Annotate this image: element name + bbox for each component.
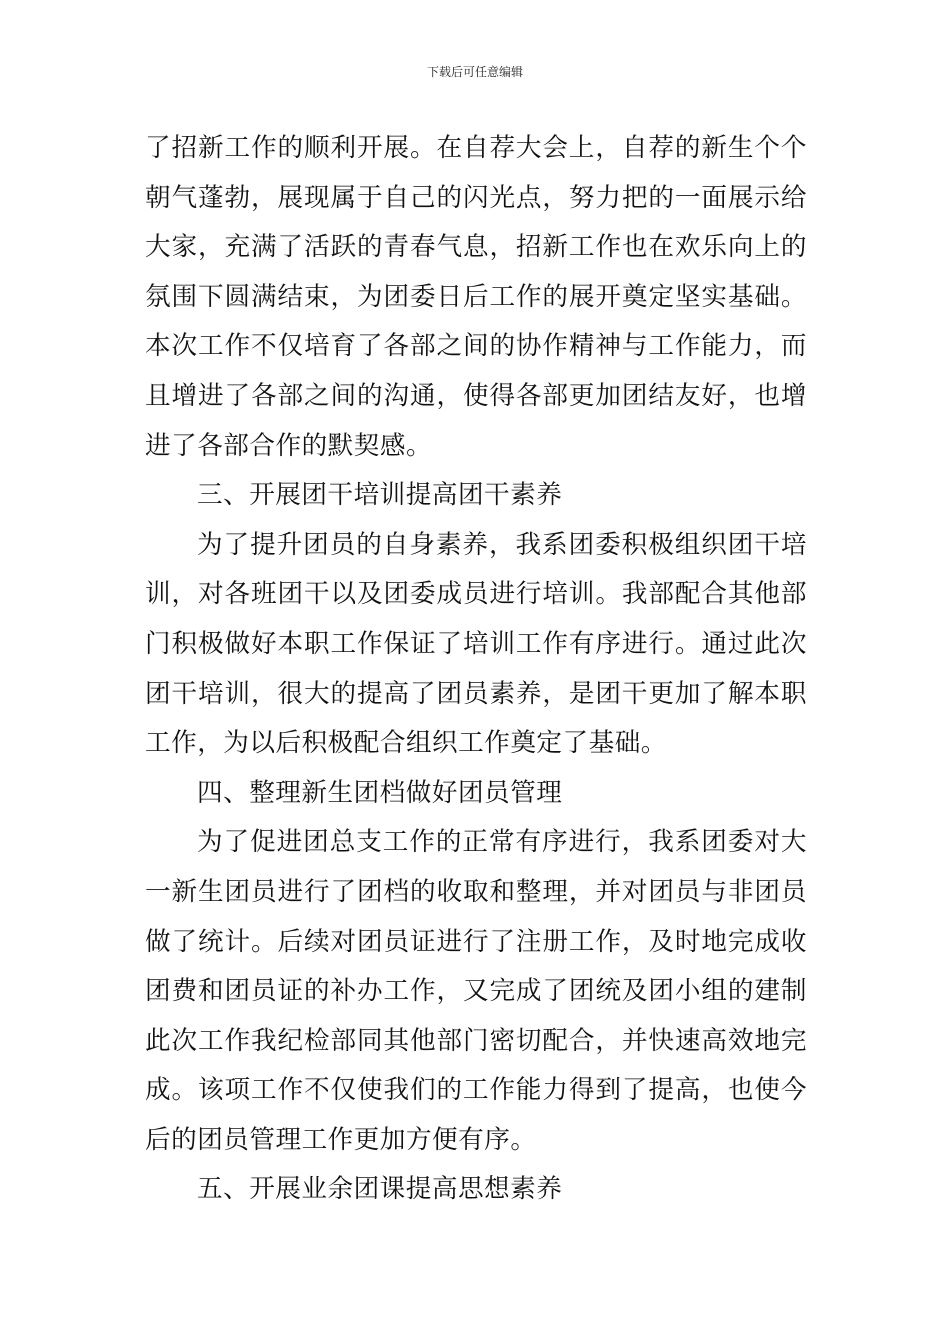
text-line: 为了提升团员的自身素养，我系团委积极组织团干培 (197, 529, 807, 560)
text-line: 团干培训，很大的提高了团员素养，是团干更加了解本职 (145, 678, 807, 709)
text-line: 后的团员管理工作更加方便有序。 (145, 1124, 537, 1155)
text-line: 工作，为以后积极配合组织工作奠定了基础。 (145, 728, 667, 759)
text-line: 门积极做好本职工作保证了培训工作有序进行。通过此次 (145, 628, 807, 659)
section-heading: 四、整理新生团档做好团员管理 (197, 777, 563, 808)
text-line: 朝气蓬勃，展现属于自己的闪光点，努力把的一面展示给 (145, 182, 807, 213)
text-line: 一新生团员进行了团档的收取和整理，并对团员与非团员 (145, 876, 807, 907)
text-line: 氛围下圆满结束，为团委日后工作的展开奠定坚实基础。 (145, 281, 807, 312)
text-line: 团费和团员证的补办工作，又完成了团统及团小组的建制 (145, 976, 807, 1007)
text-line: 为了促进团总支工作的正常有序进行，我系团委对大 (197, 827, 807, 858)
page-header: 下载后可任意编辑 (426, 65, 523, 79)
section-heading: 五、开展业余团课提高思想素养 (197, 1174, 563, 1205)
text-line: 了招新工作的顺利开展。在自荐大会上，自荐的新生个个 (145, 133, 807, 163)
text-line: 进了各部合作的默契感。 (145, 430, 433, 461)
text-line: 且增进了各部之间的沟通，使得各部更加团结友好，也增 (145, 380, 807, 411)
text-line: 训，对各班团干以及团委成员进行培训。我部配合其他部 (145, 579, 807, 610)
text-line: 大家，充满了活跃的青春气息，招新工作也在欢乐向上的 (145, 232, 807, 263)
text-line: 本次工作不仅培育了各部之间的协作精神与工作能力，而 (145, 331, 807, 362)
text-line: 做了统计。后续对团员证进行了注册工作，及时地完成收 (145, 926, 807, 957)
text-line: 成。该项工作不仅使我们的工作能力得到了提高，也使今 (145, 1075, 807, 1106)
section-heading: 三、开展团干培训提高团干素养 (197, 480, 563, 511)
document-body (145, 124, 807, 1215)
text-line: 此次工作我纪检部同其他部门密切配合，并快速高效地完 (145, 1025, 807, 1056)
